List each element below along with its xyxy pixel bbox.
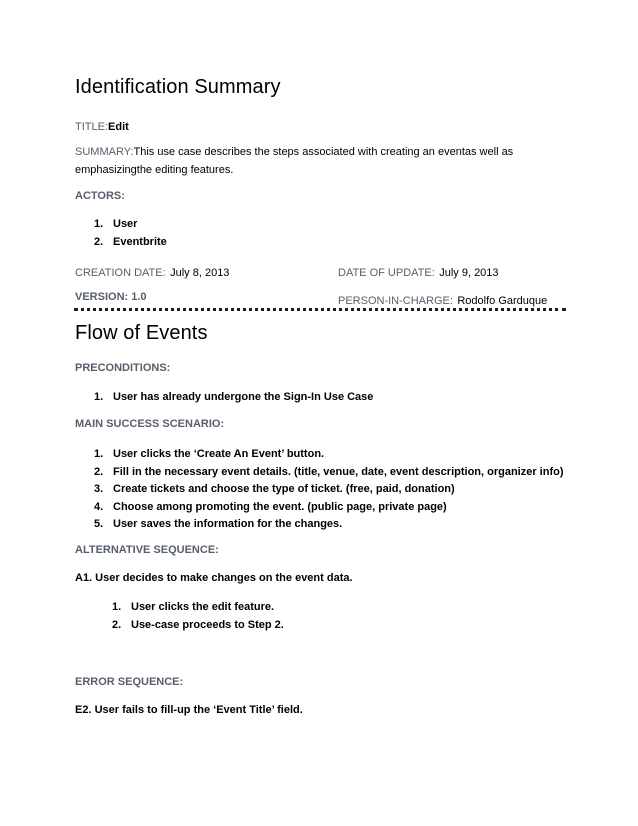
version-label: VERSION: 1.0 [75, 291, 147, 303]
alternative-list [112, 599, 284, 634]
summary-block [75, 143, 513, 179]
section-divider [74, 308, 566, 311]
summary-text-2: emphasizingthe editing features. [75, 164, 234, 176]
creation-date-label: CREATION DATE: [75, 267, 166, 279]
list-item: 2. Fill in the necessary event details. (title, venue, date, event description, organizer info) [94, 465, 564, 478]
summary-label: SUMMARY: [75, 146, 134, 158]
main-success-list [94, 446, 564, 534]
flow-heading: Flow of Events [75, 322, 208, 344]
date-of-update-row [338, 263, 499, 281]
preconditions-list [94, 389, 373, 407]
creation-date-value: July 8, 2013 [170, 267, 230, 279]
title-row [75, 117, 129, 135]
list-item: 1. User has already undergone the Sign-In Use Case [94, 391, 374, 403]
main-success-label: MAIN SUCCESS SCENARIO: [75, 418, 225, 430]
list-item: 3. Create tickets and choose the type of ticket. (free, paid, donation) [94, 483, 455, 496]
creation-date-row [75, 263, 229, 281]
person-in-charge-label: PERSON-IN-CHARGE: [338, 295, 453, 307]
preconditions-label: PRECONDITIONS: [75, 362, 171, 374]
list-item: 2. Eventbrite [94, 235, 167, 248]
list-item: 4. Choose among promoting the event. (public page, private page) [94, 500, 447, 513]
alternative-heading: A1. User decides to make changes on the event data. [75, 572, 353, 584]
alternative-sequence-label: ALTERNATIVE SEQUENCE: [75, 544, 219, 556]
person-in-charge-value: Rodolfo Garduque [457, 295, 548, 307]
list-item: 1. User [94, 218, 138, 230]
list-item: 1. User clicks the edit feature. [112, 601, 275, 613]
summary-text-1: This use case describes the steps associated with creating an eventas well as [133, 146, 514, 158]
list-item: 2. Use-case proceeds to Step 2. [112, 618, 284, 631]
actors-label: ACTORS: [75, 190, 125, 202]
person-in-charge-row [338, 291, 547, 309]
actors-list [94, 216, 167, 251]
list-item: 5. User saves the information for the changes. [94, 518, 343, 531]
date-of-update-value: July 9, 2013 [439, 267, 499, 279]
list-item: 1. User clicks the ‘Create An Event’ button. [94, 448, 325, 460]
title-label: TITLE: [75, 121, 109, 133]
identification-heading: Identification Summary [75, 76, 281, 98]
error-heading: E2. User fails to fill-up the ‘Event Title’ field. [75, 704, 303, 716]
date-of-update-label: DATE OF UPDATE: [338, 267, 435, 279]
summary-line-1 [75, 143, 513, 161]
error-sequence-label: ERROR SEQUENCE: [75, 676, 184, 688]
title-value: Edit [108, 121, 129, 133]
